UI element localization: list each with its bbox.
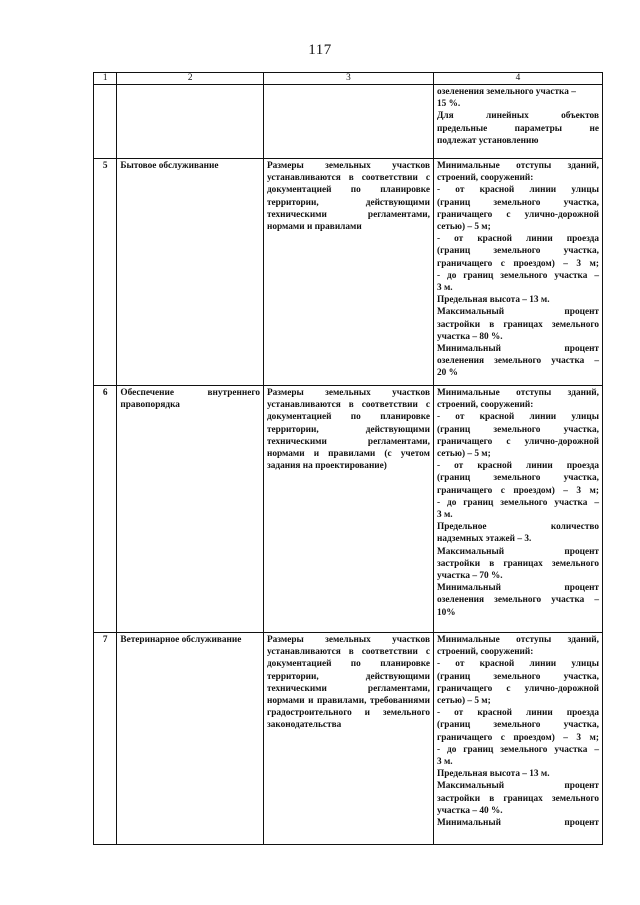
param-line: Минимальный процент: [436, 344, 599, 355]
param-line: 15 %.: [436, 99, 461, 110]
param-line: граничащего с проездом) – 3 м;: [436, 485, 599, 496]
param-line: участка – 80 %.: [436, 331, 503, 342]
param-line: озеленения земельного участка –: [436, 356, 599, 367]
param-line: (границ земельного участка,: [436, 246, 599, 257]
row-params-cell: [433, 159, 602, 386]
row-size-rules: Размеры земельных участков устанавливаются в соответствии с документацией по планировке территории, действующими техническими регламентами, нормами и правилами, требованиями градостроительного и земельного законодательства: [263, 633, 433, 845]
row-params-cell: [433, 633, 602, 845]
param-line: Максимальный процент: [436, 307, 599, 318]
param-line: озеленения земельного участка –: [436, 595, 599, 606]
param-line: Минимальные отступы зданий,: [436, 635, 599, 645]
row-name: Бытовое обслуживание: [117, 159, 264, 386]
param-line: (границ земельного участка,: [436, 197, 599, 208]
param-line: Предельное количество: [436, 522, 599, 533]
param-line: - до границ земельного участка –: [436, 744, 599, 755]
param-line: 20 %: [436, 368, 458, 379]
param-line: граничащего с проездом) – 3 м;: [436, 732, 599, 743]
param-line: 10%: [436, 607, 456, 618]
row-name: Обеспечение внутреннего правопорядка: [117, 386, 264, 633]
param-line: Минимальные отступы зданий,: [436, 161, 599, 171]
row-number-cell: [94, 85, 117, 159]
param-line: Для линейных объектов: [436, 111, 599, 122]
param-line: застройки в границах земельного: [436, 793, 599, 804]
param-line: строений, сооружений:: [436, 647, 534, 658]
table-row-continuation: [94, 85, 603, 159]
param-line: - от красной линии проезда: [436, 708, 599, 719]
regulations-table: [93, 72, 603, 845]
param-line: сетью) – 5 м;: [436, 696, 491, 707]
row-number: 7: [94, 633, 117, 845]
row-name-cell: [117, 85, 264, 159]
row-size-cell: [263, 85, 433, 159]
row-params-cell: [433, 386, 602, 633]
param-line: Минимальные отступы зданий,: [436, 388, 599, 398]
param-line: озеленения земельного участка –: [436, 87, 576, 97]
param-line: строений, сооружений:: [436, 173, 534, 184]
param-line: 3 м.: [436, 757, 453, 768]
param-line: надземных этажей – 3.: [436, 534, 532, 545]
param-line: Предельная высота – 13 м.: [436, 295, 550, 306]
param-line: 3 м.: [436, 510, 453, 521]
column-header-1: 1: [94, 73, 117, 85]
param-line: - до границ земельного участка –: [436, 270, 599, 281]
row-name: Ветеринарное обслуживание: [117, 633, 264, 845]
param-line: строений, сооружений:: [436, 400, 534, 411]
column-header-3: 3: [263, 73, 433, 85]
param-line: 3 м.: [436, 283, 453, 294]
param-line: Предельная высота – 13 м.: [436, 769, 550, 780]
param-line: предельные параметры не: [436, 123, 599, 134]
param-line: граничащего с улично-дорожной: [436, 683, 599, 694]
param-line: застройки в границах земельного: [436, 558, 599, 569]
param-line: граничащего с улично-дорожной: [436, 209, 599, 220]
param-line: - от красной линии проезда: [436, 461, 599, 472]
param-line: Минимальный процент: [436, 818, 599, 829]
param-line: - от красной линии проезда: [436, 234, 599, 245]
table-row: [94, 159, 603, 386]
param-line: - от красной линии улицы: [436, 412, 599, 423]
table-row: [94, 633, 603, 845]
param-line: граничащего с улично-дорожной: [436, 436, 599, 447]
param-line: Максимальный процент: [436, 781, 599, 792]
column-header-4: 4: [433, 73, 602, 85]
row-number: 5: [94, 159, 117, 386]
param-line: (границ земельного участка,: [436, 671, 599, 682]
param-line: - от красной линии улицы: [436, 659, 599, 670]
param-line: граничащего с проездом) – 3 м;: [436, 258, 599, 269]
param-line: (границ земельного участка,: [436, 424, 599, 435]
row-params-cell: [433, 85, 602, 159]
param-line: - от красной линии улицы: [436, 185, 599, 196]
column-header-2: 2: [117, 73, 264, 85]
param-line: участка – 70 %.: [436, 571, 503, 582]
param-line: сетью) – 5 м;: [436, 222, 491, 233]
param-line: застройки в границах земельного: [436, 319, 599, 330]
param-line: - до границ земельного участка –: [436, 497, 599, 508]
row-size-rules: Размеры земельных участков устанавливаются в соответствии с документацией по планировке территории, действующими техническими регламентами, нормами и правилами (с учетом задания на проектирование): [263, 386, 433, 633]
param-line: сетью) – 5 м;: [436, 449, 491, 460]
row-number: 6: [94, 386, 117, 633]
table-row: [94, 386, 603, 633]
param-line: подлежат установлению: [436, 135, 539, 146]
param-line: (границ земельного участка,: [436, 473, 599, 484]
row-size-rules: Размеры земельных участков устанавливаются в соответствии с документацией по планировке территории, действующими техническими регламентами, нормами и правилами: [263, 159, 433, 386]
param-line: Максимальный процент: [436, 546, 599, 557]
param-line: участка – 40 %.: [436, 805, 503, 816]
page-number: 117: [308, 42, 332, 58]
param-line: (границ земельного участка,: [436, 720, 599, 731]
table-header-row: [94, 73, 603, 85]
param-line: Минимальный процент: [436, 583, 599, 594]
